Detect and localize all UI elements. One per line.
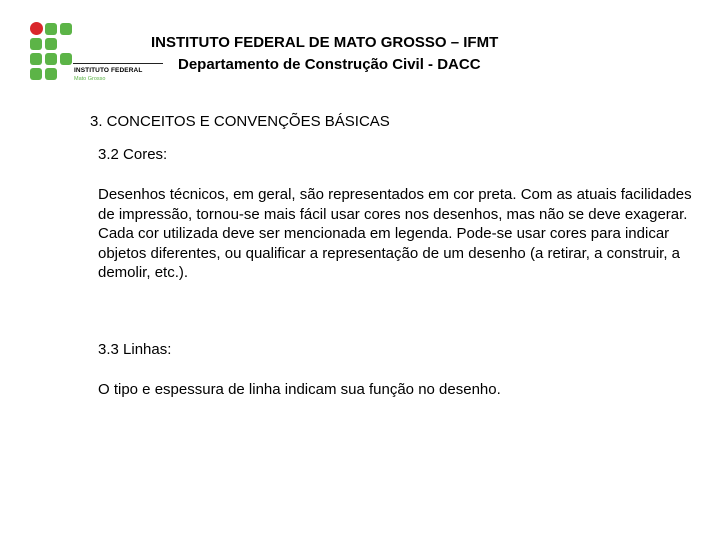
logo-divider <box>73 63 163 64</box>
logo-red-dot <box>30 22 43 35</box>
section-title: 3. CONCEITOS E CONVENÇÕES BÁSICAS <box>90 113 390 130</box>
logo-square <box>45 68 57 80</box>
logo-square <box>60 53 72 65</box>
logo-subtitle: Mato Grosso <box>74 76 106 82</box>
colors-body <box>98 185 698 283</box>
lines-paragraph: O tipo e espessura de linha indicam sua função no desenho. <box>98 381 501 398</box>
logo-square <box>45 23 57 35</box>
ifmt-logo <box>28 20 158 90</box>
logo-square <box>30 68 42 80</box>
colors-paragraph: Desenhos técnicos, em geral, são representados em cor preta. Com as atuais facilidades de impressão, tornou-se mais fácil usar cores nos desenhos, mas não se deve exagerar. <box>98 186 692 223</box>
logo-square <box>30 38 42 50</box>
lines-heading: 3.3 Linhas: <box>98 341 172 358</box>
logo-square <box>45 53 57 65</box>
logo-square <box>60 23 72 35</box>
logo-square <box>30 53 42 65</box>
department-title: Departamento de Construção Civil - DACC <box>178 56 481 73</box>
logo-name: INSTITUTO FEDERAL <box>74 67 143 74</box>
colors-heading: 3.2 Cores: <box>98 146 168 163</box>
institution-title: INSTITUTO FEDERAL DE MATO GROSSO – IFMT <box>151 34 499 51</box>
logo-square <box>45 38 57 50</box>
colors-paragraph: Cada cor utilizada deve ser mencionada em legenda. Pode-se usar cores para indicar objetos diferentes, ou qualificar a representação de um desenho (a retirar, a construir, a demolir, etc.). <box>98 225 681 282</box>
